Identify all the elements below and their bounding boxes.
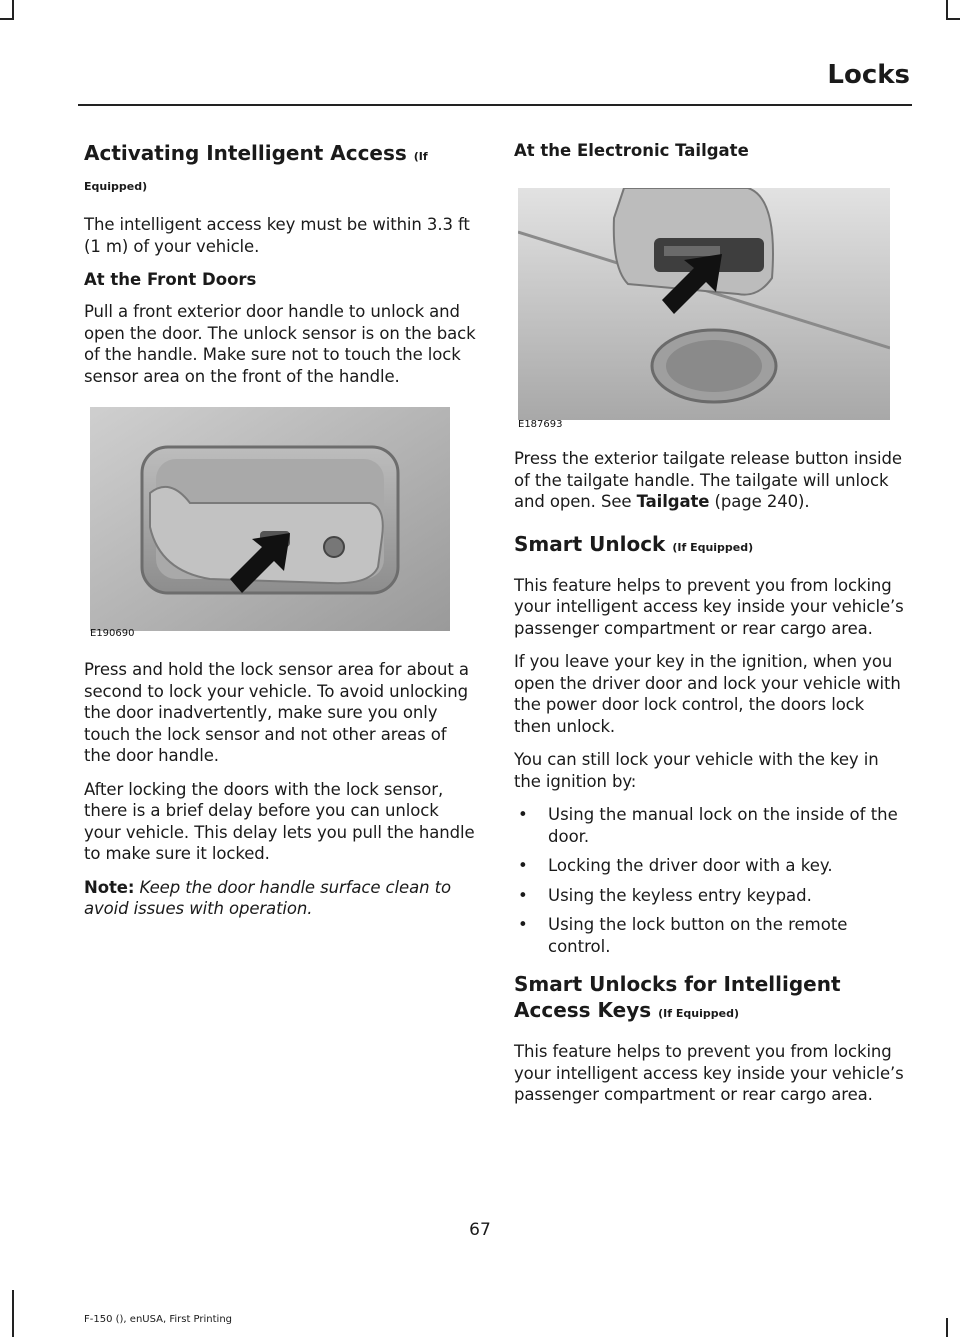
list-item: • Using the lock button on the remote control. (514, 914, 906, 957)
intro-paragraph: The intelligent access key must be within 3.3 ft (1 m) of your vehicle. (84, 215, 470, 256)
left-column (84, 140, 476, 932)
page-title: Locks (827, 60, 910, 90)
subheading: At the Electronic Tailgate (514, 141, 749, 160)
note-paragraph (84, 877, 476, 920)
note-text: Keep the door handle surface clean to avoid issues with operation. (84, 877, 451, 918)
tailgate-figure (518, 188, 890, 428)
heading-text: Smart Unlock (514, 531, 666, 556)
tailgate-link[interactable]: Tailgate (636, 492, 710, 511)
bullet-list (514, 804, 906, 957)
heading-qualifier: (If Equipped) (658, 1007, 739, 1020)
tailgate-paragraph (514, 448, 906, 513)
paragraph: Press and hold the lock sensor area for about a second to lock your vehicle. To avoid unlocking the door inadvertently, make sure you only touch the lock sensor and not other areas of the door handle. (84, 660, 469, 765)
list-item: • Using the manual lock on the inside of the door. (514, 804, 906, 847)
section-heading (514, 971, 906, 1027)
door-handle-illustration (90, 407, 450, 631)
header-divider (78, 104, 912, 106)
page-number: 67 (469, 1220, 491, 1240)
crop-mark (946, 18, 960, 20)
section-heading (84, 140, 476, 200)
paragraph: This feature helps to prevent you from locking your intelligent access key inside your vehicle’s passenger compartment or rear cargo area. (514, 1042, 904, 1104)
crop-mark (12, 0, 14, 20)
tailgate-text-2: (page 240). (709, 492, 810, 511)
tailgate-illustration (518, 188, 890, 420)
crop-mark (0, 18, 14, 20)
footer-info: F-150 (), enUSA, First Printing (84, 1314, 233, 1325)
heading-text: Smart Unlocks for Intelligent Access Keys (514, 972, 841, 1022)
crop-mark (946, 1318, 948, 1337)
paragraph: You can still lock your vehicle with the key in the ignition by: (514, 750, 879, 791)
paragraph: If you leave your key in the ignition, when you open the driver door and lock your vehicle with the power door lock control, the doors lock then unlock. (514, 652, 901, 736)
crop-mark (946, 0, 948, 20)
heading-text: Activating Intelligent Access (84, 141, 407, 165)
list-item: • Using the keyless entry keypad. (514, 885, 906, 907)
figure-code: E187693 (518, 419, 563, 430)
heading-qualifier: (If Equipped) (672, 540, 754, 554)
tailgate-text-1: Press the exterior tailgate release button inside of the tailgate handle. The tailgate will unlock and open. See (514, 449, 902, 511)
paragraph: This feature helps to prevent you from locking your intelligent access key inside your vehicle’s passenger compartment or rear cargo area. (514, 575, 904, 638)
note-label: Note: (84, 877, 135, 897)
paragraph: Pull a front exterior door handle to unlock and open the door. The unlock sensor is on the back of the handle. Make sure not to touch the lock sensor area on the front of the handle. (84, 302, 476, 386)
crop-mark (12, 1290, 14, 1337)
door-handle-figure (90, 407, 450, 637)
paragraph: After locking the doors with the lock sensor, there is a brief delay before you can unlock your vehicle. This delay lets you pull the handle to make sure it locked. (84, 779, 475, 863)
section-heading (514, 531, 906, 561)
list-item: • Locking the driver door with a key. (514, 855, 906, 877)
right-column (514, 140, 906, 1118)
heading-qualifier: (If Equipped) (84, 150, 428, 193)
subheading: At the Front Doors (84, 270, 257, 289)
figure-code: E190690 (90, 628, 135, 639)
